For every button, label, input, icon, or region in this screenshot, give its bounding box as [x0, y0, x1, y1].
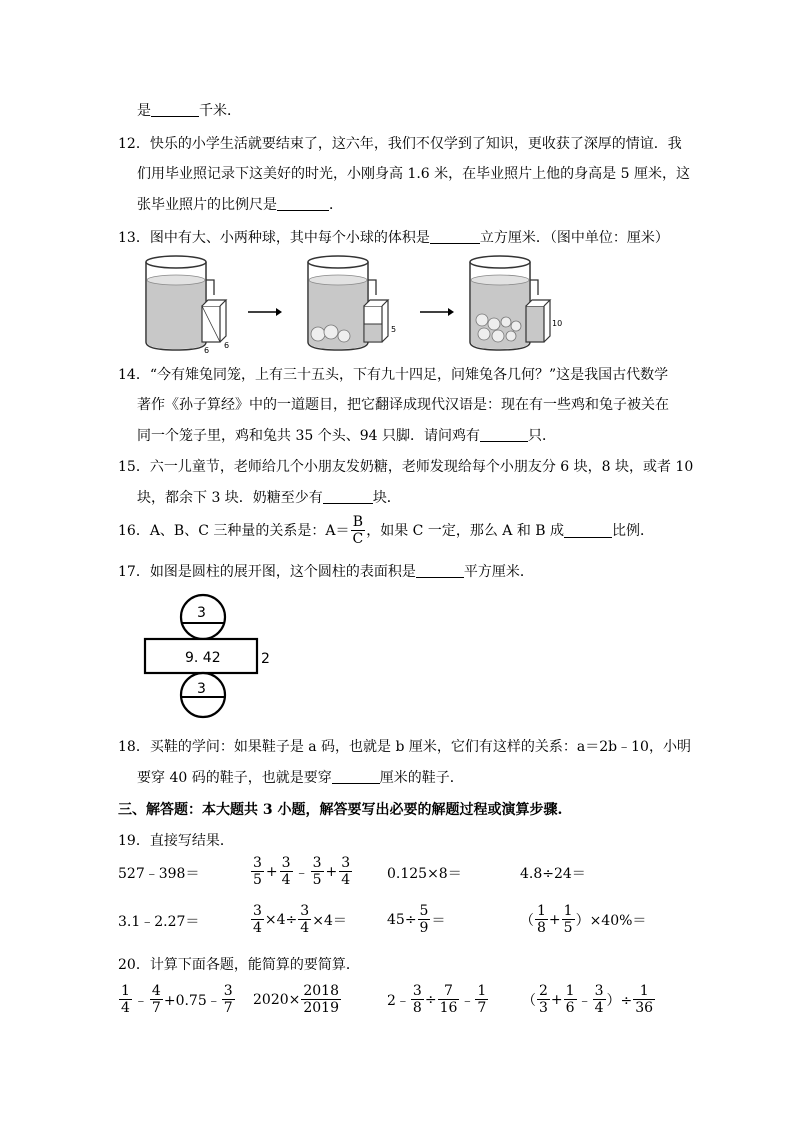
op-text: ﹣: [577, 992, 592, 1009]
q19-r1c4: 4.8÷24＝: [520, 866, 586, 882]
q20-e2: [253, 983, 342, 1016]
q13-diagram: [136, 250, 566, 360]
frac-num: 3: [253, 855, 262, 871]
frac-num: 3: [412, 983, 422, 999]
frac-den: 4: [253, 920, 262, 936]
frac-num: 3: [281, 855, 291, 871]
q20-e4: [522, 983, 656, 1016]
op-text: ×4÷: [264, 911, 298, 928]
op-text: ＝: [431, 912, 446, 929]
frac-den: 7: [477, 1000, 487, 1016]
op-text: ）÷: [606, 992, 633, 1009]
frac-den: 5: [253, 872, 262, 888]
q16-frac-den: C: [352, 531, 364, 547]
q15-line2: [137, 488, 401, 508]
frac-num: 3: [341, 855, 351, 871]
box1-width-label: 6: [204, 346, 210, 355]
beaker-1: [146, 256, 229, 355]
q12-line1: 12．快乐的小学生活就要结束了，这六年，我们不仅学到了知识，更收获了深厚的情谊．我: [118, 136, 682, 152]
arrow-2: [420, 308, 454, 316]
q19-r1c3: 0.125×8＝: [387, 866, 462, 882]
frac-num: 3: [312, 855, 322, 871]
q15-line2-prefix: 块，都余下 3 块．奶糖至少有: [137, 490, 323, 506]
top-circle-label: 3: [197, 605, 206, 621]
q19-r1c1: 527﹣398＝: [118, 866, 200, 882]
frac-den: 8: [412, 1000, 422, 1016]
frac-num: 3: [253, 903, 262, 919]
q12-line3-prefix: 张毕业照片的比例尺是: [137, 197, 277, 213]
frac-den: 4: [594, 1000, 604, 1016]
frac-num: 2: [539, 983, 548, 999]
q12-line2: 们用毕业照记录下这美好的时光，小刚身高 1.6 米，在毕业照片上他的身高是 5 厘米，这: [137, 166, 690, 182]
q14-line1: 14．“今有雉兔同笼，上有三十五头，下有九十四足，问雉兔各几何？”这是我国古代数学: [118, 367, 669, 383]
q15-line1: 15．六一儿童节，老师给几个小朋友发奶糖，老师发现给每个小朋友分 6 块，8 块，或者 10: [118, 459, 694, 475]
op-text: ）×40%＝: [575, 912, 647, 929]
frac-num: 3: [594, 983, 604, 999]
q11-prefix: 是: [137, 103, 151, 119]
frac-num: 5: [419, 903, 429, 919]
q18-blank[interactable]: [332, 769, 380, 784]
frac-num: 3: [223, 983, 233, 999]
frac-num: 3: [300, 903, 310, 919]
q14-line3-suffix: 只．: [527, 428, 556, 444]
frac-den: 5: [312, 872, 322, 888]
q11-blank[interactable]: [151, 102, 199, 117]
box1-depth-label: 6: [224, 341, 230, 350]
box2-height-label: 5: [391, 325, 397, 334]
q16-prefix: 16．A、B、C 三种量的关系是：A＝: [118, 522, 350, 539]
frac-den: 9: [419, 920, 429, 936]
frac-den: 16: [439, 1000, 458, 1016]
frac-num: 2018: [303, 983, 339, 999]
q13-prefix: 13．图中有大、小两种球，其中每个小球的体积是: [118, 230, 430, 246]
frac-num: 1: [565, 983, 575, 999]
frac-den: 2019: [303, 1000, 339, 1016]
q12-line3-suffix: ．: [329, 197, 343, 213]
frac-num: 1: [537, 903, 546, 919]
op-text: （: [522, 992, 536, 1009]
bottom-circle-label: 3: [197, 681, 206, 697]
q11-suffix: 千米．: [199, 103, 241, 119]
q20-title: 20．计算下面各题，能简算的要简算．: [118, 957, 360, 973]
q14-blank[interactable]: [480, 427, 528, 442]
q19-r2c1: 3.1﹣2.27＝: [118, 914, 200, 930]
frac-den: 4: [341, 872, 351, 888]
q20-e3: [387, 983, 489, 1016]
q14-line2: 著作《孙子算经》中的一道题目，把它翻译成现代汉语是：现在有一些鸡和兔子被关在: [137, 397, 669, 413]
q14-line3-prefix: 同一个笼子里，鸡和兔共 35 个头、94 只脚．请问鸡有: [137, 428, 480, 444]
rect-length-label: 9. 42: [185, 650, 221, 666]
frac-den: 36: [635, 1000, 654, 1016]
q16-suffix: 比例．: [612, 522, 655, 539]
q13-suffix: 立方厘米．（图中单位：厘米）: [479, 230, 669, 246]
q17-blank[interactable]: [416, 563, 464, 578]
rect-height-label: 2: [261, 651, 270, 667]
beaker-3: [470, 256, 562, 350]
frac-den: 4: [281, 872, 291, 888]
q17-suffix: 平方厘米．: [463, 564, 534, 580]
q19-r2c4: [520, 903, 646, 936]
q16-middle: ，如果 C 一定，那么 A 和 B 成: [366, 522, 565, 539]
op-text: 2020×: [253, 991, 301, 1008]
frac-num: 7: [438, 983, 460, 1000]
q13-blank[interactable]: [430, 229, 480, 244]
q19-title: 19．直接写结果．: [118, 833, 234, 849]
q15-blank[interactable]: [323, 489, 373, 504]
frac-num: 1: [633, 983, 655, 1000]
q13-text: [118, 228, 669, 248]
frac-den: 4: [121, 1000, 130, 1016]
op-text: ÷: [424, 991, 437, 1008]
frac-den: 4: [300, 920, 310, 936]
q18-line1: 18．买鞋的学问：如果鞋子是 a 码，也就是 b 厘米，它们有这样的关系：a＝2b﹣10，小明: [118, 739, 691, 755]
q18-line2-suffix: 厘米的鞋子．: [379, 770, 464, 786]
frac-num: 1: [477, 983, 487, 999]
arrow-1: [248, 308, 282, 316]
q19-r1c2: $\frac{3}{5}$ + $\frac{3}{4}$ ﹣ $\frac{3}{5}$ + $\frac{3}{4}$: [253, 855, 351, 888]
q18-line2: [137, 768, 464, 788]
q16-fraction: [351, 514, 366, 547]
q15-line2-suffix: 块．: [372, 490, 401, 506]
q19-r2c3: [387, 903, 445, 936]
cylinder-net-diagram: [140, 593, 280, 725]
q16-text: [118, 514, 654, 547]
frac-den: 3: [539, 1000, 548, 1016]
op-text: +: [548, 911, 561, 928]
frac-den: 7: [151, 1000, 161, 1016]
op-text: 2﹣: [387, 992, 410, 1009]
q14-line3: [137, 426, 556, 446]
beaker-2: [308, 256, 396, 350]
op-text: +0.75﹣: [163, 992, 221, 1009]
op-text: +: [550, 991, 563, 1008]
section-3-title: 三、解答题：本大题共 3 小题，解答要写出必要的解题过程或演算步骤.: [118, 802, 563, 818]
op-text: 45÷: [387, 911, 417, 928]
frac-den: 8: [537, 920, 546, 936]
box3-height-label: 10: [552, 319, 563, 328]
op-text: （: [520, 912, 534, 929]
frac-num: 4: [151, 983, 161, 999]
frac-num: 1: [121, 983, 130, 999]
q19-r2c2: [250, 903, 347, 936]
frac-den: 6: [565, 1000, 575, 1016]
frac-num: 1: [563, 903, 573, 919]
q16-blank[interactable]: [564, 523, 612, 538]
q12-blank[interactable]: [277, 196, 329, 211]
q11-tail: [137, 101, 241, 121]
q17-text: [118, 562, 534, 582]
frac-den: 7: [223, 1000, 233, 1016]
op-text: ×4＝: [312, 912, 347, 929]
frac-den: 5: [563, 920, 573, 936]
q20-e1: $\frac{1}{4}$ ﹣ $\frac{4}{7}$ +0.75﹣ $\frac{3}{7}$: [121, 983, 233, 1016]
q16-frac-num: B: [351, 514, 366, 531]
op-text: ﹣: [460, 992, 475, 1009]
q12-line3: [137, 195, 343, 215]
q18-line2-prefix: 要穿 40 码的鞋子，也就是要穿: [137, 770, 332, 786]
q17-prefix: 17．如图是圆柱的展开图，这个圆柱的表面积是: [118, 564, 416, 580]
